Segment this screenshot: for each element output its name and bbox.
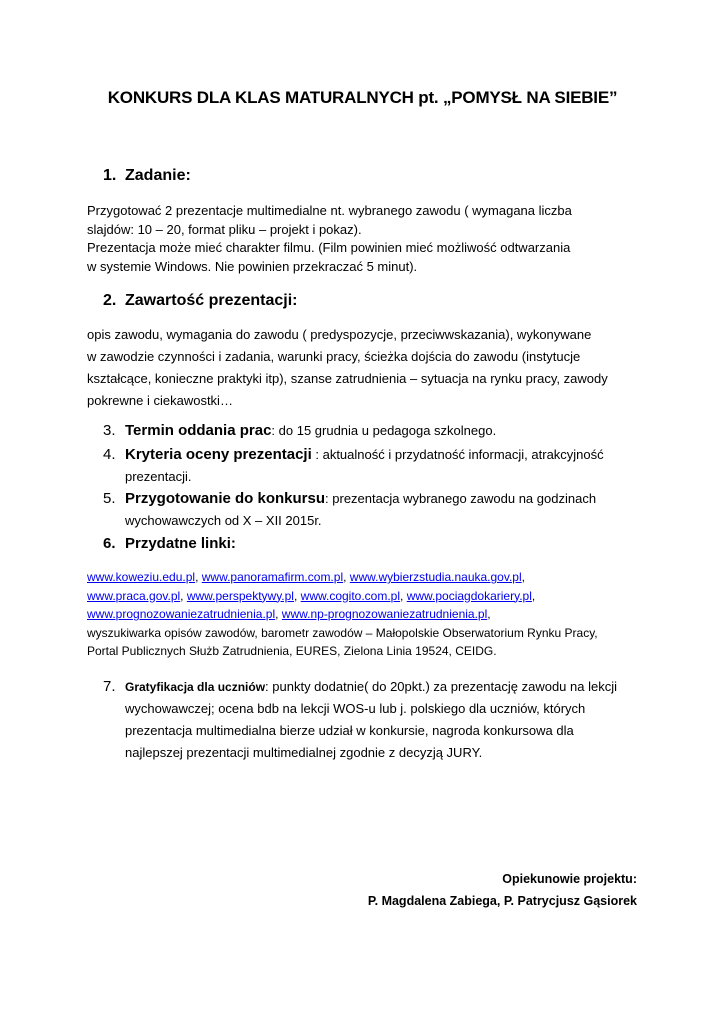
section-5-lead: Przygotowanie do konkursu: [125, 490, 326, 507]
section-5-number: 5.: [103, 490, 116, 507]
section-2-line: pokrewne i ciekawostki…: [87, 393, 233, 408]
section-1-line: Przygotować 2 prezentacje multimedialne nt. wybranego zawodu ( wymagana liczba: [87, 203, 572, 218]
section-3-lead: Termin oddania prac: [125, 422, 272, 439]
section-7-text: : punkty dodatnie( do 20pkt.) za prezentację zawodu na lekcji: [265, 679, 617, 694]
section-1-text: [87, 202, 647, 276]
section-2-title: Zawartość prezentacji:: [125, 292, 298, 309]
section-3-item: [103, 420, 663, 442]
section-2-line: w zawodzie czynności i zadania, warunki pracy, ścieżka dojścia do zawodu (instytucje: [87, 349, 581, 364]
section-2-line: opis zawodu, wymagania do zawodu ( predyspozycje, przeciwwskazania), wykonywane: [87, 327, 592, 342]
link-koweziu[interactable]: www.koweziu.edu.pl: [87, 570, 196, 584]
link-wybierzstudia[interactable]: www.wybierzstudia.nauka.gov.pl: [349, 570, 522, 584]
link-panoramafirm[interactable]: www.panoramafirm.com.pl: [201, 570, 344, 584]
section-7-number: 7.: [103, 678, 116, 695]
section-1-number: 1.: [103, 167, 117, 184]
section-7-item: [103, 676, 663, 764]
section-1-title: Zadanie:: [125, 167, 191, 184]
section-4-item: [103, 444, 663, 488]
section-3-text: : do 15 grudnia u pedagoga szkolnego.: [271, 423, 497, 438]
links-extra-line: Portal Publicznych Służb Zatrudnienia, EURES, Zielona Linia 19524, CEIDG.: [87, 644, 497, 658]
section-4-lead: Kryteria oceny prezentacji: [125, 446, 312, 463]
link-pociagdokariery[interactable]: www.pociagdokariery.pl: [406, 588, 532, 603]
signature-label: Opiekunowie projektu:: [502, 872, 637, 886]
section-1-line: w systemie Windows. Nie powinien przekraczać 5 minut).: [87, 258, 418, 274]
section-1-line: slajdów: 10 – 20, format pliku – projekt i pokaz).: [87, 221, 362, 237]
link-cogito[interactable]: www.cogito.com.pl: [300, 588, 401, 603]
link-prognozowaniezatrudnienia[interactable]: www.prognozowaniezatrudnienia.pl: [87, 607, 276, 621]
link-praca[interactable]: www.praca.gov.pl: [87, 588, 181, 603]
links-row: www.koweziu.edu.pl, www.panoramafirm.com.pl, www.wybierzstudia.nauka.gov.pl,: [87, 570, 525, 584]
section-5-item: [103, 488, 663, 532]
signature-names: P. Magdalena Zabiega, P. Patrycjusz Gąsiorek: [367, 894, 637, 908]
section-4-text: : aktualność i przydatność informacji, atrakcyjność: [311, 447, 604, 462]
section-1-line: Prezentacja może mieć charakter filmu. (Film powinien mieć możliwość odtwarzania: [87, 240, 571, 255]
section-5-text: : prezentacja wybranego zawodu na godzinach: [325, 491, 597, 506]
section-7-lead: Gratyfikacja dla uczniów: [125, 680, 266, 694]
section-2-number: 2.: [103, 292, 117, 309]
link-perspektywy[interactable]: www.perspektywy.pl: [186, 588, 294, 603]
section-4-text-line2: prezentacji.: [125, 469, 192, 484]
section-6-number: 6.: [103, 535, 116, 552]
section-6-title: Przydatne linki:: [125, 535, 236, 552]
links-extra-line: wyszukiwarka opisów zawodów, barometr zawodów – Małopolskie Obserwatorium Rynku Pracy,: [87, 625, 598, 640]
section-7-line: prezentacja multimedialna bierze udział w konkursie, nagroda konkursowa dla: [125, 723, 574, 738]
links-row: www.praca.gov.pl, www.perspektywy.pl, www.cogito.com.pl, www.pociagdokariery.pl,: [87, 588, 536, 603]
section-6-item: [103, 533, 663, 555]
section-7-line: wychowawczej; ocena bdb na lekcji WOS-u lub j. polskiego dla uczniów, których: [125, 701, 586, 716]
section-2-heading: [103, 292, 298, 310]
section-2-line: kształcące, konieczne praktyki itp), szanse zatrudnienia – sytuacja na rynku pracy, zawody: [87, 371, 608, 386]
links-list: [87, 568, 647, 661]
section-4-number: 4.: [103, 446, 116, 463]
links-row: www.prognozowaniezatrudnienia.pl, www.np-prognozowaniezatrudnienia.pl,: [87, 607, 491, 621]
page-title: KONKURS DLA KLAS MATURALNYCH pt. „POMYSŁ NA SIEBIE”: [107, 88, 618, 107]
section-7-line: najlepszej prezentacji multimedialnej zgodnie z decyzją JURY.: [125, 745, 483, 760]
section-3-number: 3.: [103, 422, 116, 439]
section-2-text: [87, 324, 647, 412]
link-np-prognozowaniezatrudnienia[interactable]: www.np-prognozowaniezatrudnienia.pl: [281, 607, 488, 621]
section-5-text-line2: wychowawczych od X – XII 2015r.: [125, 513, 322, 528]
section-1-heading: [103, 167, 191, 185]
